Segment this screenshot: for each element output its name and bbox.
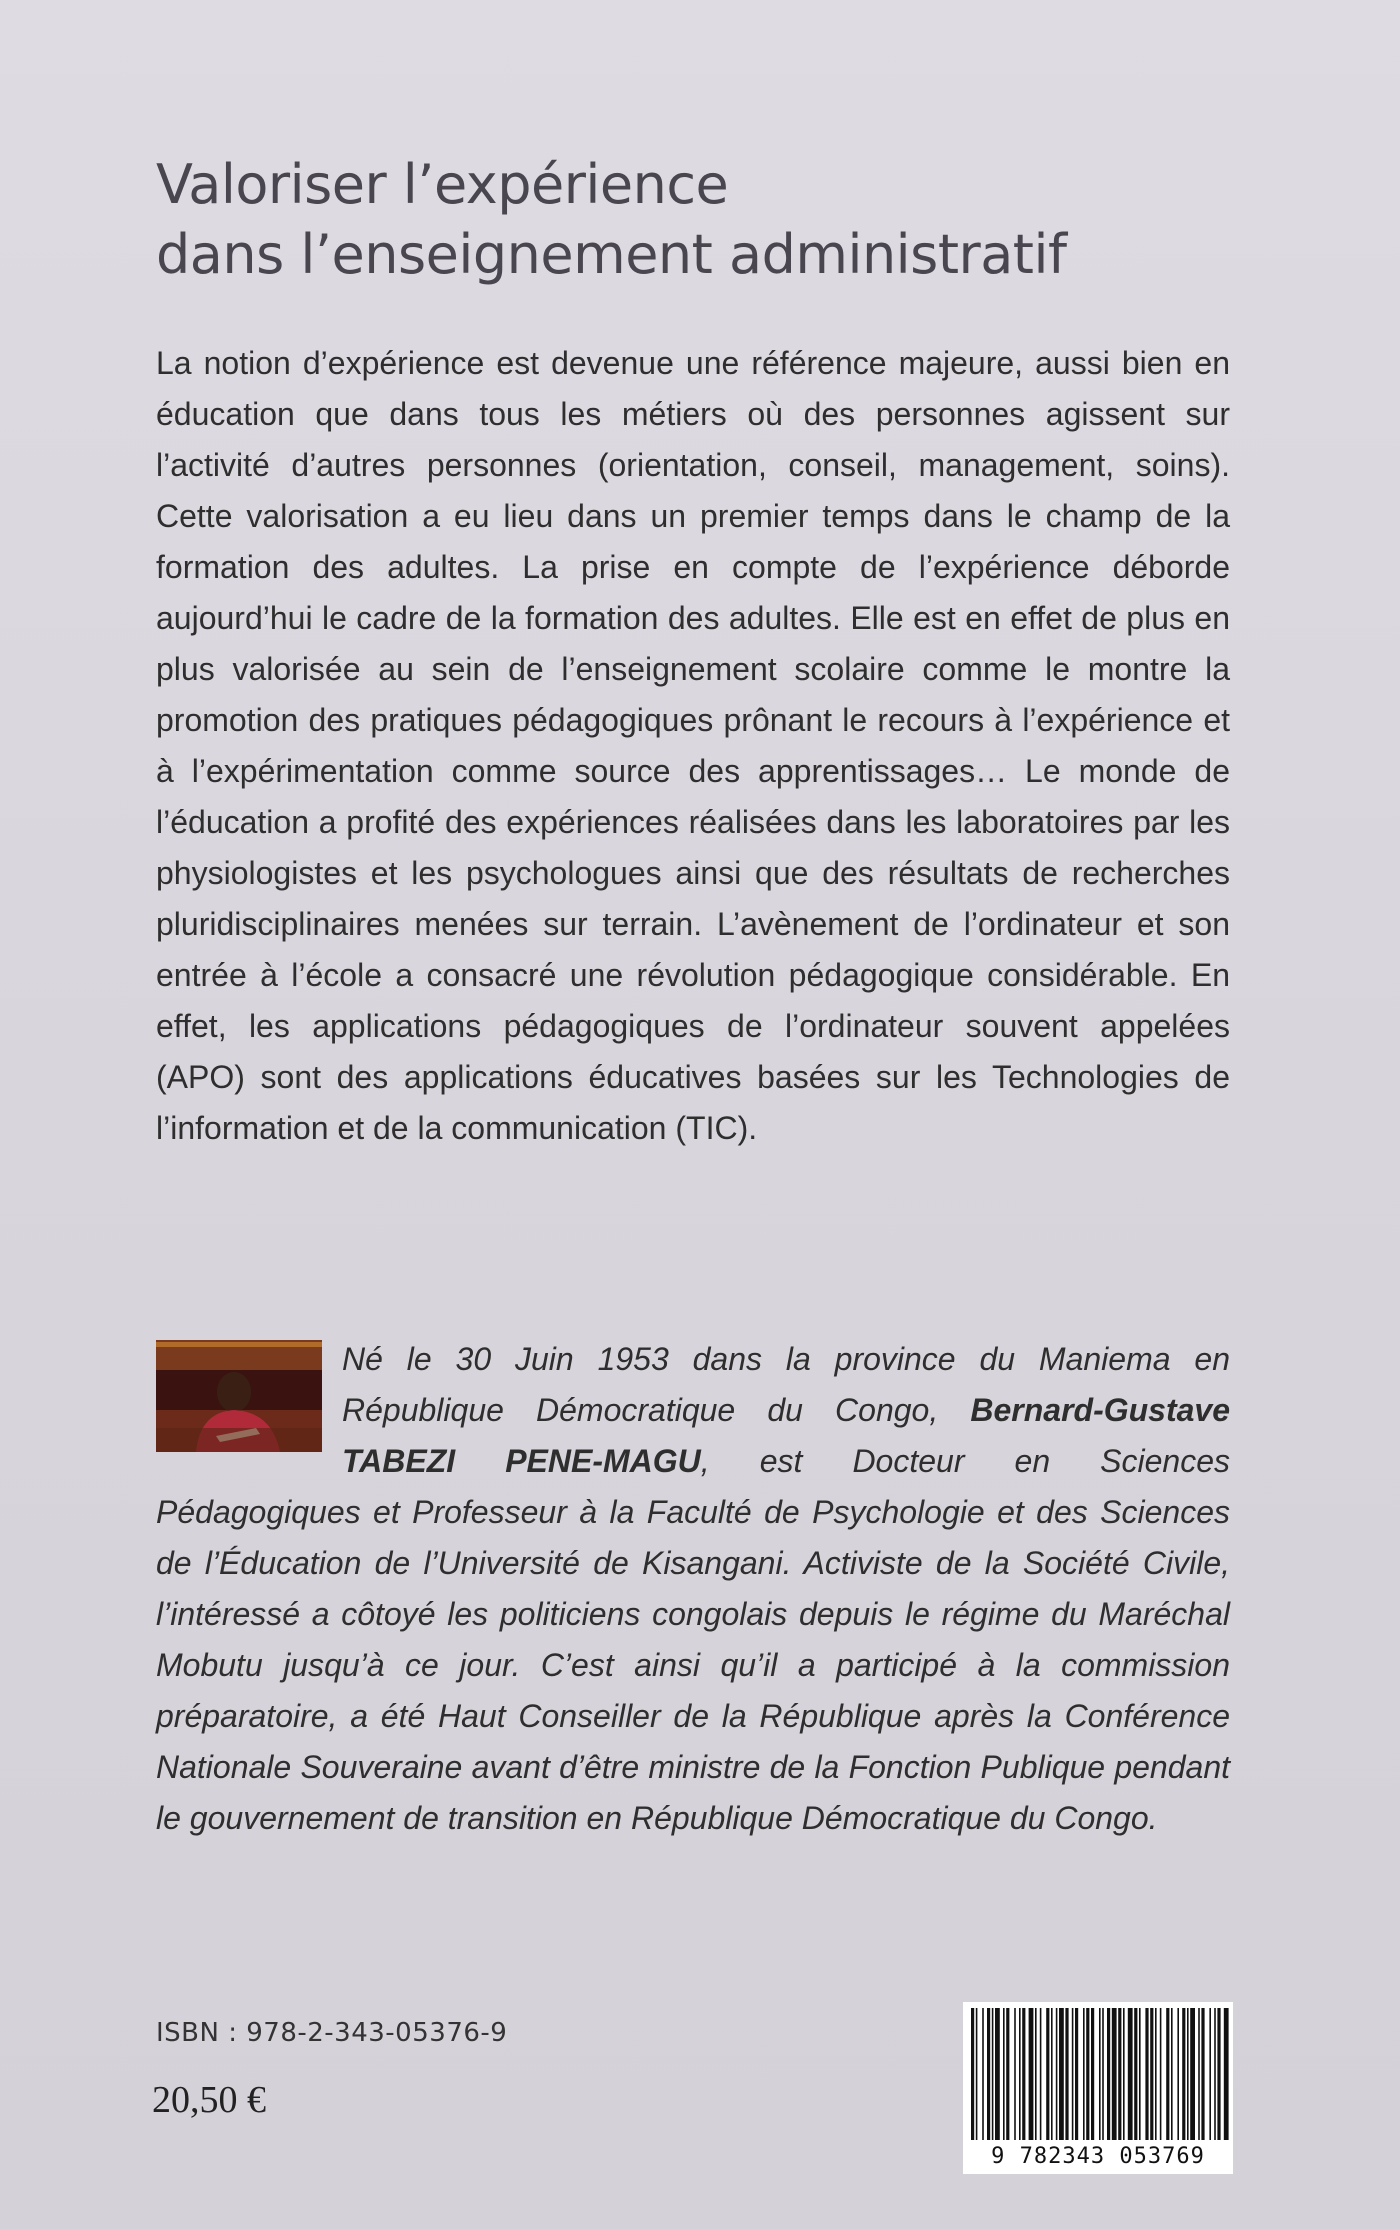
barcode-bar (1075, 2008, 1078, 2140)
barcode-bar (1118, 2008, 1121, 2140)
barcode-bar (1006, 2008, 1009, 2140)
barcode-bar (1182, 2008, 1185, 2140)
barcode-bar (1134, 2008, 1137, 2140)
book-title (156, 150, 1256, 290)
barcode-bar (1209, 2008, 1211, 2140)
barcode-bar (995, 2008, 1000, 2140)
barcode-bar (1056, 2008, 1058, 2140)
barcode-bar (1150, 2008, 1153, 2140)
price: 20,50 € (152, 2079, 266, 2121)
book-title-line-2: dans l’enseignement administratif (156, 223, 1067, 286)
barcode-bar (976, 2008, 978, 2140)
barcode-bar (1086, 2008, 1089, 2140)
barcode-bar (1171, 2008, 1173, 2140)
barcode-bar (1107, 2008, 1110, 2140)
barcode-bar (992, 2008, 994, 2140)
barcode-digits: 9 782343 053769 (991, 2144, 1205, 2169)
barcode-bar (1091, 2008, 1094, 2140)
isbn: ISBN : 978-2-343-05376-9 (156, 2018, 508, 2048)
author-bio-rest: , est Docteur en Sciences Pédagogiques et Professeur à la Faculté de Psychologie et des Sciences de l’Éducation de l’Université de Kisangani. Activiste de la Société Civile, l’intéressé a côtoyé les politiciens congolais depuis le régime du Maréchal Mobutu jusqu’à ce jour. C’est ainsi qu’il a participé à la commission préparatoire, a été Haut Conseiller de la République après la Conférence Nationale Souveraine avant d’être ministre de la Fonction Publique pendant le gouvernement de transition en République Démocratique du Congo. (156, 1443, 1231, 1836)
barcode (963, 2002, 1233, 2174)
barcode-bar (1040, 2008, 1042, 2140)
barcode-bar (1139, 2008, 1141, 2140)
barcode-bar (982, 2008, 984, 2140)
barcode-bar (1035, 2008, 1037, 2140)
author-bio-intro: Né le 30 Juin 1953 dans la province du Maniema en République Démocratique du Congo, (342, 1341, 1230, 1428)
barcode-bar (1224, 2008, 1229, 2140)
barcode-bar (1065, 2008, 1068, 2140)
barcode-bar (1072, 2008, 1074, 2140)
barcode-bar (1201, 2008, 1204, 2140)
barcode-bar (987, 2008, 990, 2140)
author-bio (156, 1334, 1230, 1844)
barcode-bar (1051, 2008, 1053, 2140)
barcode-bar (1046, 2008, 1049, 2140)
barcode-bar (1198, 2008, 1200, 2140)
barcode-bar (1155, 2008, 1157, 2140)
barcode-bar (1214, 2008, 1216, 2140)
barcode-bar (971, 2008, 974, 2140)
barcode-bars (963, 2002, 1233, 2142)
barcode-bar (1059, 2008, 1064, 2140)
barcode-bar (1102, 2008, 1104, 2140)
barcode-bar (1160, 2008, 1162, 2140)
barcode-bar (1187, 2008, 1189, 2140)
barcode-bar (1003, 2008, 1005, 2140)
barcode-bar (1112, 2008, 1117, 2140)
barcode-bar (1099, 2008, 1101, 2140)
barcode-bar (1083, 2008, 1085, 2140)
barcode-bar (1019, 2008, 1021, 2140)
barcode-bar (1217, 2008, 1220, 2140)
book-summary: La notion d’expérience est devenue une référence majeure, aussi bien en éducation que dans tous les métiers où des personnes agissent sur l’activité d’autres personnes (orientation, conseil, management, soins). Cette valorisation a eu lieu dans un premier temps dans le champ de la formation des adultes. La prise en compte de l’expérience déborde aujourd’hui le cadre de la formation des adultes. Elle est en effet de plus en plus valorisée au sein de l’enseignement scolaire comme le montre la promotion des pratiques pédagogiques prônant le recours à l’expérience et à l’expérimentation comme source des apprentissages… Le monde de l’éducation a profité des expériences réalisées dans les laboratoires par les physiologistes et les psychologues ainsi que des résultats de recherches pluridisciplinaires menées sur terrain. L’avènement de l’ordinateur et son entrée à l’école a consacré une révolution pédagogique considérable. En effet, les applications pédagogiques de l’ordinateur souvent appelées (APO) sont des applications éducatives basées sur les Technologies de l’information et de la communication (TIC). (156, 345, 1230, 1146)
barcode-bar (1145, 2008, 1148, 2140)
barcode-bar (1166, 2008, 1169, 2140)
book-title-line-1: Valoriser l’expérience (156, 153, 729, 216)
barcode-bar (1177, 2008, 1179, 2140)
barcode-bar (1022, 2008, 1025, 2140)
barcode-bar (1029, 2008, 1034, 2140)
barcode-bar (1128, 2008, 1133, 2140)
author-name: Bernard-Gustave TABEZI PENE-MAGU (342, 1392, 1230, 1479)
barcode-bar (1190, 2008, 1195, 2140)
barcode-bar (1123, 2008, 1125, 2140)
barcode-bar (1014, 2008, 1016, 2140)
